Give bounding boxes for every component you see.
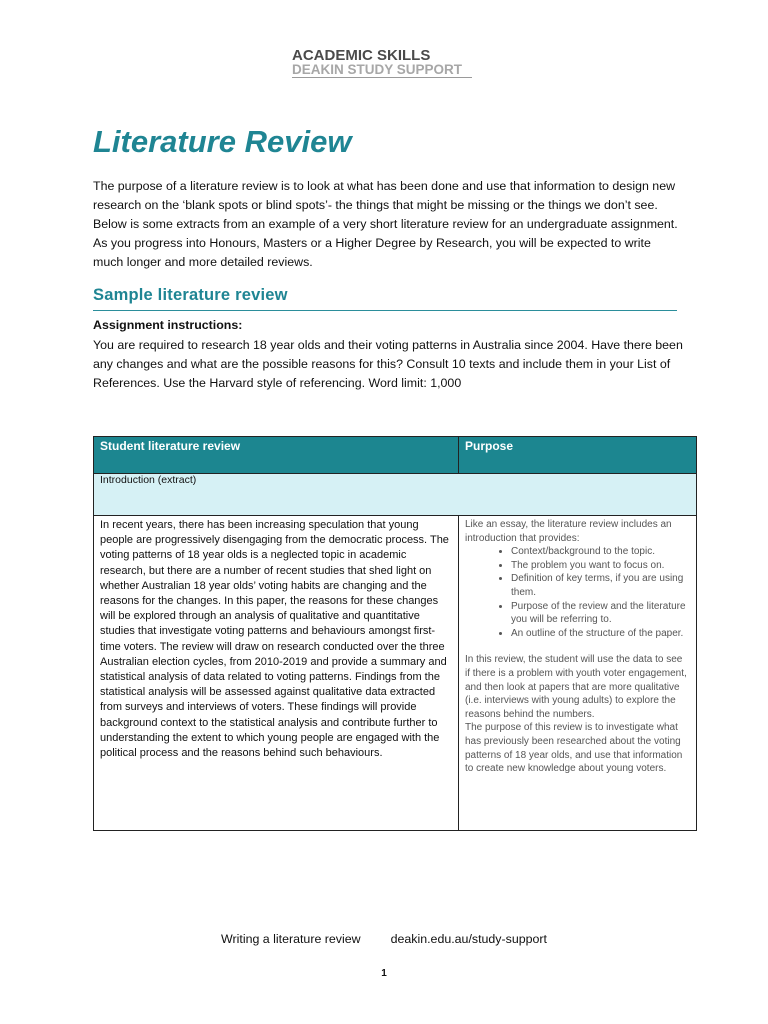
student-review-text: In recent years, there has been increasing speculation that young people are progressively disengaging from the democratic process. The voting patterns of 18 year olds is a neglected topic in academic research, but there are a number of recent studies that shed light on whether Australian 18 year olds’ voting habits are changing and the reasons for the changes. In this paper, the reasons for these changes will be explored through an analysis of qualitative and quantitative studies that investigate voting patterns and behaviours amongst first-time voters. The review will draw on research conducted over the three Australian election cycles, from 2010-2019 and provide a summary and statistical analysis of data related to voting patterns. Findings from the statistical analysis will be assessed against qualitative data extracted from surveys and interviews of voters. These findings will provide background context to the statistical analysis and contribute further to understanding the extent to which young people are engaged with the political process and the reasons behind such behaviours. (94, 516, 459, 831)
purpose-list-item: • Purpose of the review and the literature you will be referring to. (511, 600, 690, 627)
table-section-row (94, 474, 697, 516)
page-number: 1 (381, 968, 387, 979)
page-footer (0, 932, 768, 946)
purpose-paragraph-investigation: The purpose of this review is to investigate what has previously been researched about the voting patterns of 18 year olds, and use that information to create new knowledge about young voters. (465, 722, 683, 775)
spacer (465, 640, 690, 653)
purpose-intro: Like an essay, the literature review includes an introduction that provides: (465, 519, 672, 544)
column-header-student-review: Student literature review (94, 437, 459, 474)
purpose-list-item: • The problem you want to focus on. (511, 559, 690, 573)
assignment-label: Assignment instructions: (93, 318, 243, 332)
purpose-list-item: • Context/background to the topic. (511, 545, 690, 559)
purpose-list-item: • Definition of key terms, if you are using them. (511, 572, 690, 599)
column-header-purpose: Purpose (459, 437, 697, 474)
assignment-text: You are required to research 18 year olds and their voting patterns in Australia since 2004. Have there been any changes and what are the possible reasons for this? Consult 10 texts and include them in your List of References. Use the Harvard style of referencing. Word limit: 1,000 (93, 338, 683, 390)
logo-line-academic-skills: ACADEMIC SKILLS (292, 47, 431, 64)
purpose-paragraph-analysis: In this review, the student will use the data to see if there is a problem with youth voter engagement, and then look at papers that are more qualitative (i.e. interviews with young adults) to explore the reasons behind the numbers. (465, 654, 687, 720)
purpose-cell (459, 516, 697, 831)
academic-skills-logo (292, 48, 476, 78)
purpose-list-item: • An outline of the structure of the paper. (511, 627, 690, 641)
footer-link[interactable]: deakin.edu.au/study-support (390, 932, 547, 946)
table-header-row (94, 437, 697, 474)
intro-paragraph: The purpose of a literature review is to look at what has been done and use that information to design new research on the ‘blank spots or blind spots’- the things that might be missing or the things we don’t see. Below is some extracts from an example of a very short literature review for an undergraduate assignment. As you progress into Honours, Masters or a Higher Degree by Research, you will be expected to write much longer and more detailed reviews. (93, 179, 678, 269)
literature-review-table (93, 436, 697, 831)
table-row (94, 516, 697, 831)
footer-document-title: Writing a literature review (221, 932, 361, 946)
logo-line-deakin-study-support: DEAKIN STUDY SUPPORT (292, 63, 472, 78)
purpose-list (465, 545, 690, 640)
page-title: Literature Review (93, 124, 352, 159)
section-heading: Sample literature review (93, 286, 677, 311)
section-label-introduction: Introduction (extract) (94, 474, 697, 516)
